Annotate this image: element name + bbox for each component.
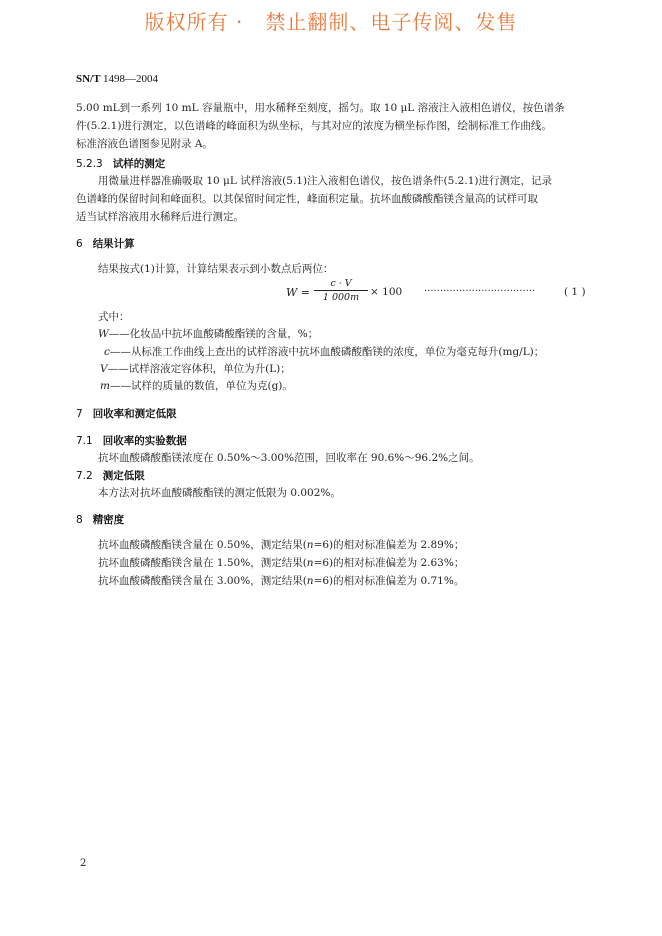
standard-number: 1498—2004	[103, 73, 159, 85]
copyright-banner: 版权所有 · 禁止翻制、电子传阅、发售	[144, 10, 518, 34]
where-symbol: W	[98, 328, 109, 340]
precision-n: n	[306, 539, 314, 551]
precision-text: =6)的相对标准偏差为 2.89%；	[313, 539, 465, 551]
heading-title: 精密度	[92, 514, 125, 526]
formula-fraction	[314, 278, 368, 303]
heading-title: 试样的测定	[112, 158, 166, 170]
heading-title: 测定低限	[102, 470, 145, 482]
heading-5-2-3	[76, 156, 165, 171]
formula-denominator: 1 000m	[322, 292, 360, 303]
where-symbol: V	[100, 363, 108, 375]
heading-6	[76, 236, 135, 251]
precision-text: 抗坏血酸磷酸酯镁含量在 0.50%，测定结果(	[98, 539, 307, 551]
heading-number: 7.1	[76, 435, 93, 447]
heading-number: 6	[76, 238, 83, 250]
where-description: ——从标准工作曲线上查出的试样溶液中抗坏血酸磷酸酯镁的浓度，单位为毫克每升(mg/L)；	[109, 346, 545, 358]
formula-numerator: c · V	[314, 278, 368, 291]
heading-number: 7	[76, 408, 83, 420]
heading-title: 回收率和测定低限	[92, 408, 177, 420]
s523-line: 色谱峰的保留时间和峰面积。以其保留时间定性，峰面积定量。抗坏血酸磷酸酯镁含量高的试样可取	[76, 193, 538, 205]
equation-number: ( 1 )	[564, 286, 586, 298]
precision-text: 抗坏血酸磷酸酯镁含量在 3.00%，测定结果(	[98, 575, 307, 587]
heading-7-1	[76, 433, 187, 448]
precision-n: n	[306, 575, 314, 587]
where-description: ——化妆品中抗坏血酸磷酸酯镁的含量，%；	[108, 328, 319, 340]
s523-line: 适当试样溶液用水稀释后进行测定。	[76, 211, 244, 223]
where-item	[100, 379, 293, 393]
s523-line: 用微量进样器准确吸取 10 μL 试样溶液(5.1)注入液相色谱仪，按色谱条件(5.2.1)进行测定，记录	[98, 175, 552, 187]
precision-line	[98, 538, 464, 552]
precision-text: =6)的相对标准偏差为 0.71%。	[313, 575, 465, 587]
where-item	[104, 345, 544, 359]
intro-line: 5.00 mL到一系列 10 mL 容量瓶中，用水稀释至刻度，摇匀。取 10 μL 溶液注入液相色谱仪，按色谱条	[76, 102, 565, 114]
heading-7-2	[76, 468, 145, 483]
where-item	[100, 362, 291, 376]
formula-lhs: W =	[286, 286, 311, 299]
page-number: 2	[80, 858, 87, 869]
where-description: ——试样溶液定容体积，单位为升(L)；	[107, 363, 291, 375]
heading-title: 回收率的实验数据	[102, 435, 187, 447]
heading-number: 7.2	[76, 470, 93, 482]
formula-rhs: × 100	[370, 286, 403, 298]
heading-title: 结果计算	[92, 238, 135, 250]
where-symbol: c	[104, 346, 110, 358]
standard-prefix: SN/T	[76, 73, 101, 85]
s6-intro: 结果按式(1)计算，计算结果表示到小数点后两位：	[98, 263, 334, 275]
standard-code	[76, 73, 158, 85]
where-item	[98, 327, 318, 341]
precision-n: n	[306, 557, 314, 569]
intro-line: 标准溶液色谱图参见附录 A。	[76, 138, 213, 150]
heading-7	[76, 406, 177, 421]
where-symbol: m	[100, 380, 110, 392]
precision-text: =6)的相对标准偏差为 2.63%；	[313, 557, 465, 569]
s72-text: 本方法对抗坏血酸磷酸酯镁的测定低限为 0.002%。	[98, 487, 341, 499]
heading-number: 8	[76, 514, 83, 526]
equation-leader-dots: ···································	[424, 286, 536, 297]
precision-line	[98, 556, 464, 570]
precision-text: 抗坏血酸磷酸酯镁含量在 1.50%，测定结果(	[98, 557, 307, 569]
s71-text: 抗坏血酸磷酸酯镁浓度在 0.50%～3.00%范围，回收率在 90.6%～96.2%之间。	[98, 452, 480, 464]
intro-line: 件(5.2.1)进行测定，以色谱峰的峰面积为纵坐标，与其对应的浓度为横坐标作图，绘制标准工作曲线。	[76, 120, 552, 132]
where-label: 式中：	[98, 311, 130, 323]
precision-line	[98, 574, 464, 588]
where-description: ——试样的质量的数值，单位为克(g)。	[109, 380, 293, 392]
heading-number: 5.2.3	[76, 158, 103, 170]
heading-8	[76, 512, 124, 527]
